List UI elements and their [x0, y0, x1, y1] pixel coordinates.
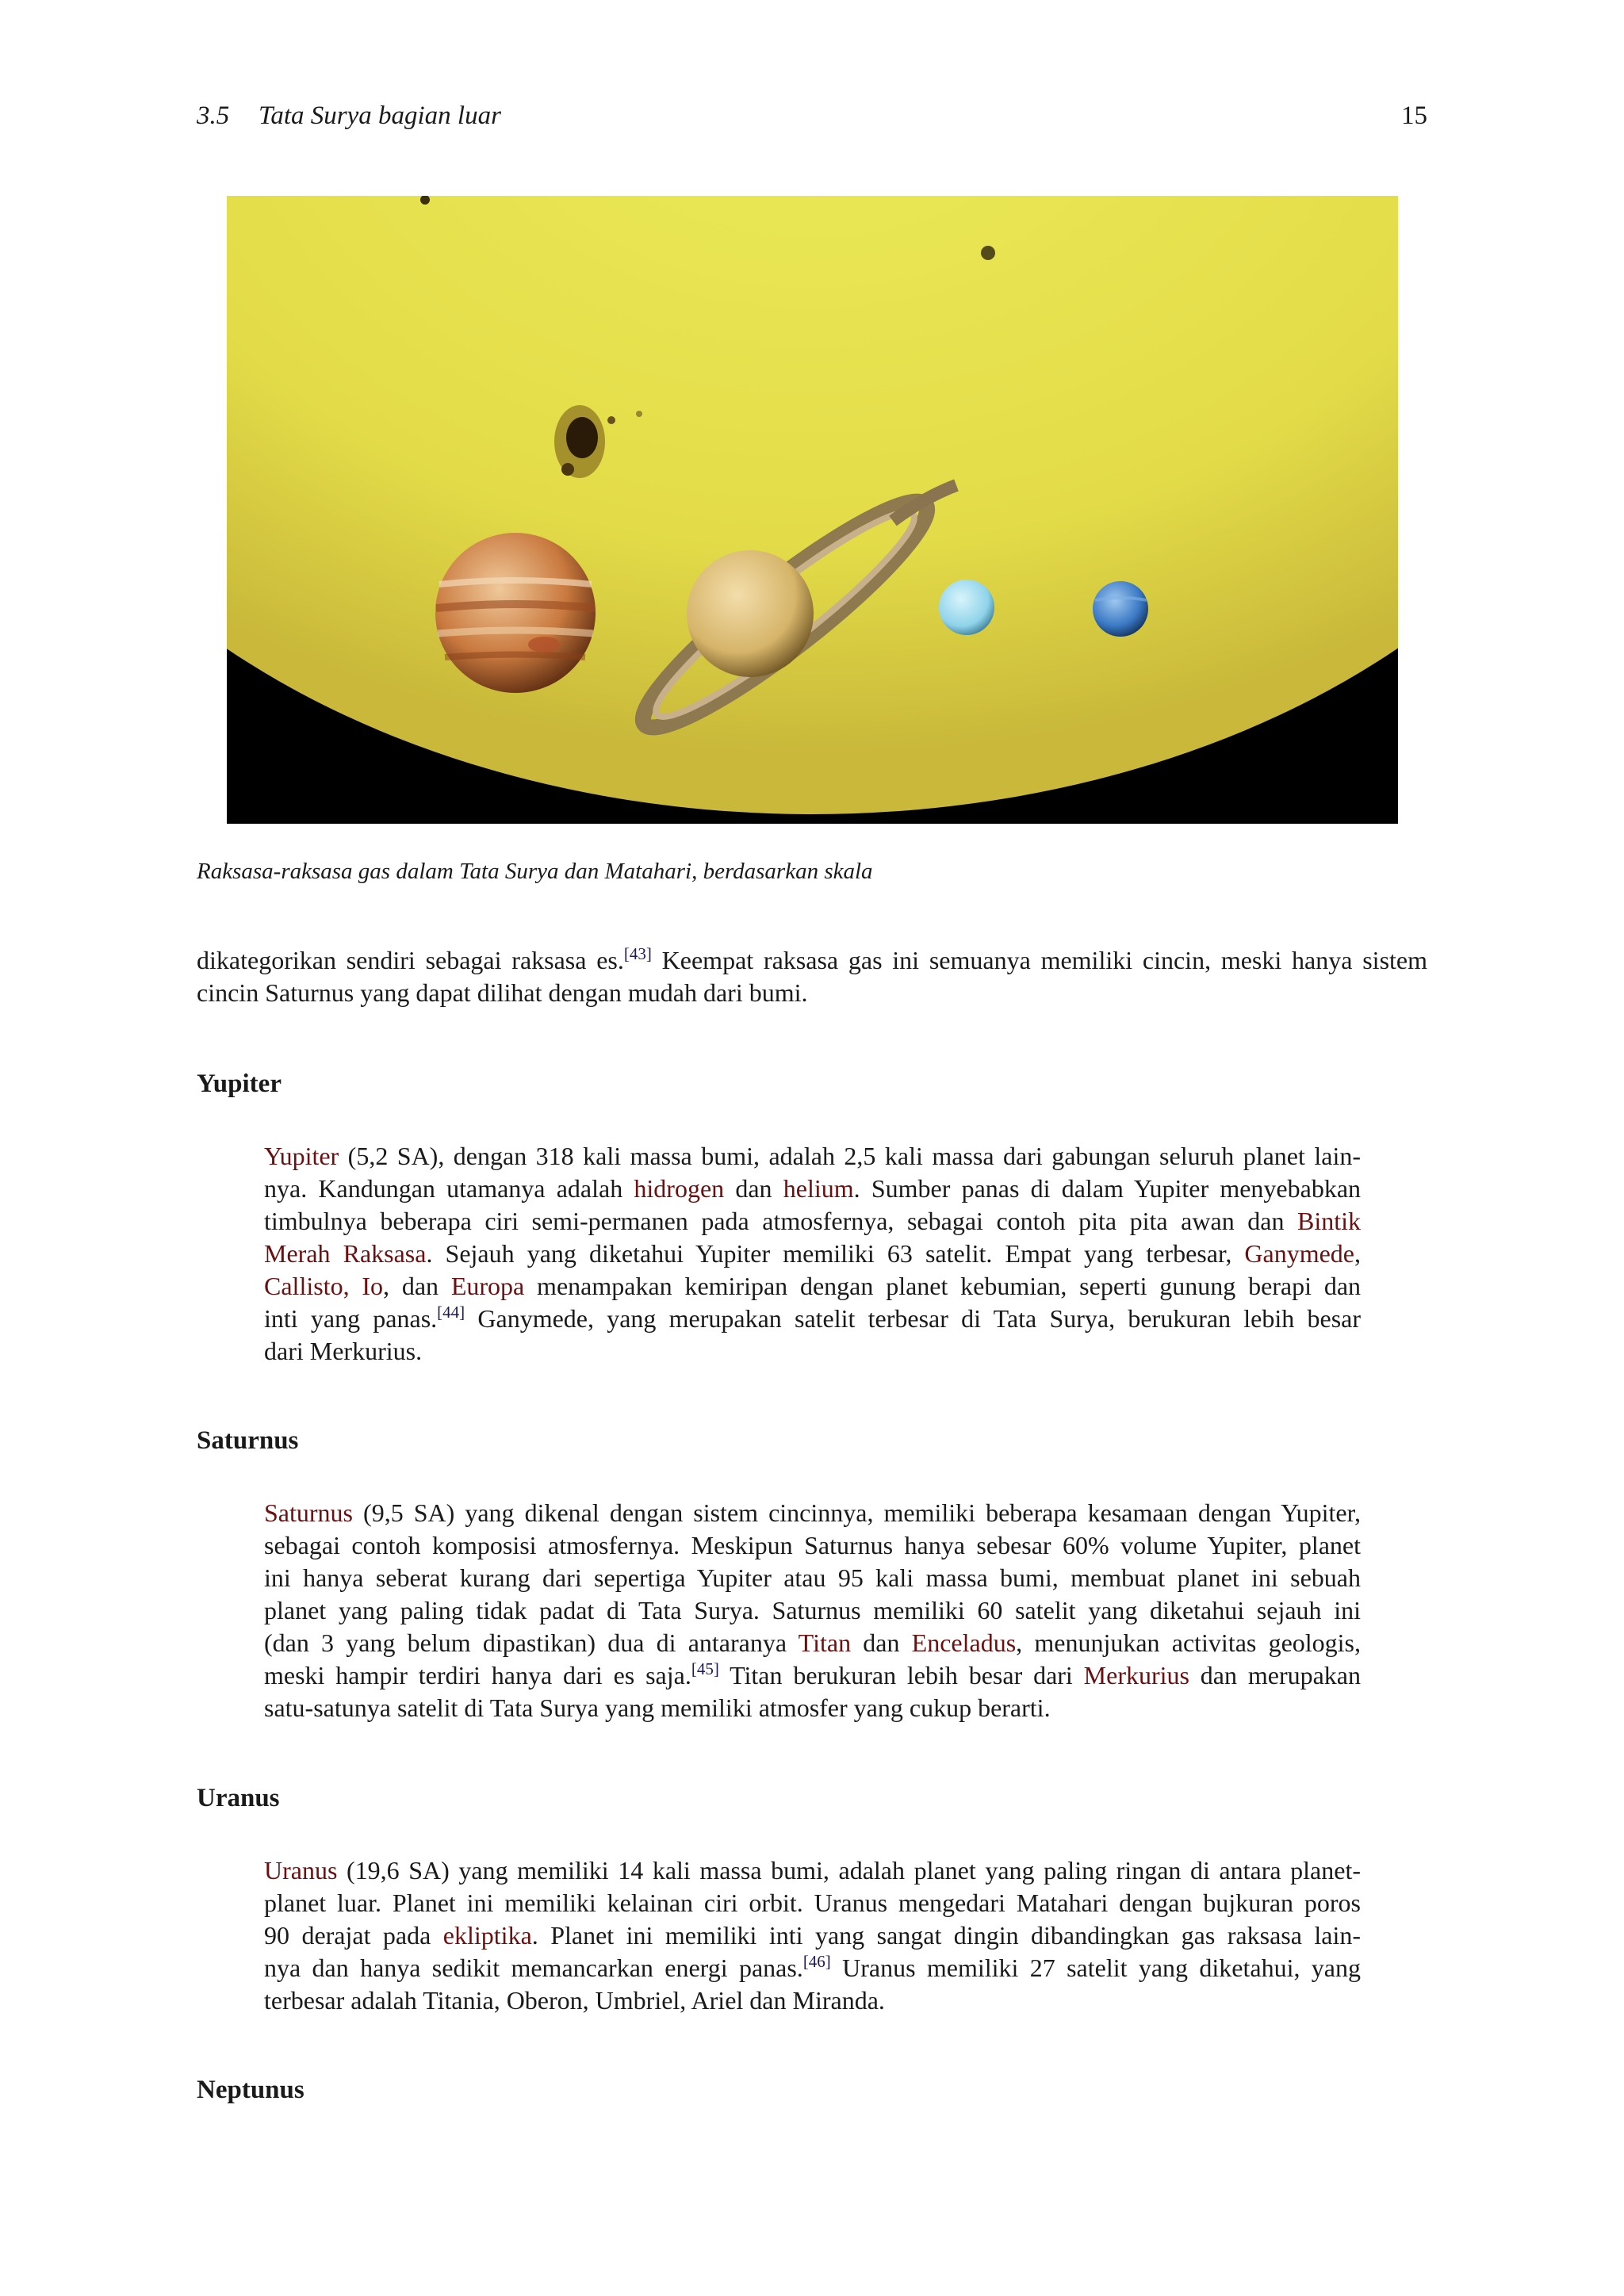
sun — [227, 196, 1398, 814]
text-line: dikategorikan sendiri sebagai raksasa es.[43] Keempat raksasa gas ini semuanya memiliki cincin, meski hanya sistem — [197, 944, 1428, 974]
figure-caption: Raksasa-raksasa gas dalam Tata Surya dan Matahari, berdasarkan skala — [197, 859, 873, 884]
yupiter-paragraph: Yupiter (5,2 SA), dengan 318 kali massa bumi, adalah 2,5 kali massa dari gabungan seluruh planet lain- nya. Kandungan utamanya adalah hidrogen dan helium. Sumber panas di dalam Yupiter menyebabkan timbulnya beberapa ciri semi-permanen pada atmosfernya, sebagai contoh pita pita awan dan Bintik Merah Raksasa. Sejauh yang diketahui Yupiter memiliki 63 satelit. Empat yang terbesar, Ganymede, Callisto, Io, dan Europa menampakan kemiripan dengan planet kebumian, seperti gunung berapi dan inti yang panas.[44] Ganymede, yang merupakan satelit terbesar di Tata Surya, berukuran lebih besar dari Merkurius. — [264, 1142, 1362, 1365]
sunspot — [981, 246, 995, 260]
heading-yupiter: Yupiter — [197, 1070, 282, 1098]
link-europa[interactable]: Europa — [450, 1272, 525, 1300]
link-enceladus[interactable]: Enceladus — [911, 1628, 1017, 1657]
uranus — [939, 580, 994, 635]
link-bintik[interactable]: Bintik — [1297, 1207, 1361, 1235]
saturnus-paragraph: Saturnus (9,5 SA) yang dikenal dengan sistem cincinnya, memiliki beberapa kesamaan dengan Yupiter, sebagai contoh komposisi atmosfernya. Meskipun Saturnus hanya sebesar 60% volume Yupiter, planet ini hanya seberat kurang dari sepertiga Yupiter atau 95 kali massa bumi, membuat planet ini sebuah planet yang paling tidak padat di Tata Surya. Saturnus memiliki 60 satelit yang diketahui sejauh ini (dan 3 yang belum dipastikan) dua di antaranya Titan dan Enceladus, menunjukan activitas geologis, meski hampir terdiri hanya dari es saja.[45] Titan berukuran lebih besar dari Merkurius dan merupakan satu-satunya satelit di Tata Surya yang memiliki atmosfer yang cukup berarti. — [264, 1498, 1362, 1722]
uranus-paragraph: Uranus (19,6 SA) yang memiliki 14 kali massa bumi, adalah planet yang paling ringan di antara planet- planet luar. Planet ini memiliki kelainan ciri orbit. Uranus mengedari Matahari dengan bujkuran poros 90 derajat pada ekliptika. Planet ini memiliki inti yang sangat dingin dibandingkan gas raksasa lain- nya dan hanya sedikit memancarkan energi panas.[46] Uranus memiliki 27 satelit yang diketahui, yang terbesar adalah Titania, Oberon, Umbriel, Ariel dan Miranda. — [264, 1856, 1362, 2015]
link-merah-raksasa[interactable]: Merah Raksasa — [264, 1239, 427, 1268]
reference-43[interactable]: [43] — [623, 944, 652, 963]
heading-saturnus: Saturnus — [197, 1426, 299, 1455]
link-ekliptika[interactable]: ekliptika — [442, 1921, 532, 1950]
reference-46[interactable]: [46] — [802, 1952, 831, 1971]
jupiter — [435, 533, 596, 693]
reference-45[interactable]: [45] — [691, 1659, 719, 1678]
link-hidrogen[interactable]: hidrogen — [634, 1174, 725, 1203]
section-number: 3.5 — [197, 101, 230, 130]
running-header — [197, 101, 1427, 140]
reference-44[interactable]: [44] — [437, 1303, 465, 1322]
page-number: 15 — [1401, 101, 1427, 130]
gas-giants-figure — [227, 196, 1398, 824]
link-io[interactable]: Io — [362, 1272, 384, 1300]
section-title: Tata Surya bagian luar — [259, 101, 501, 130]
link-yupiter[interactable]: Yupiter — [264, 1142, 339, 1170]
neptune — [1093, 581, 1148, 637]
gas-giants-illustration — [227, 196, 1398, 824]
heading-uranus: Uranus — [197, 1784, 280, 1812]
link-saturnus[interactable]: Saturnus — [264, 1498, 353, 1527]
heading-neptunus: Neptunus — [197, 2076, 304, 2104]
text-line: cincin Saturnus yang dapat dilihat dengan mudah dari bumi. — [197, 978, 808, 1007]
link-ganymede[interactable]: Ganymede — [1244, 1239, 1354, 1268]
link-helium[interactable]: helium — [783, 1174, 854, 1203]
intro-paragraph — [197, 944, 1427, 1009]
link-uranus[interactable]: Uranus — [264, 1856, 338, 1885]
link-merkurius[interactable]: Merkurius — [1083, 1661, 1189, 1689]
link-callisto[interactable]: Callisto — [264, 1272, 343, 1300]
link-titan[interactable]: Titan — [798, 1628, 852, 1657]
